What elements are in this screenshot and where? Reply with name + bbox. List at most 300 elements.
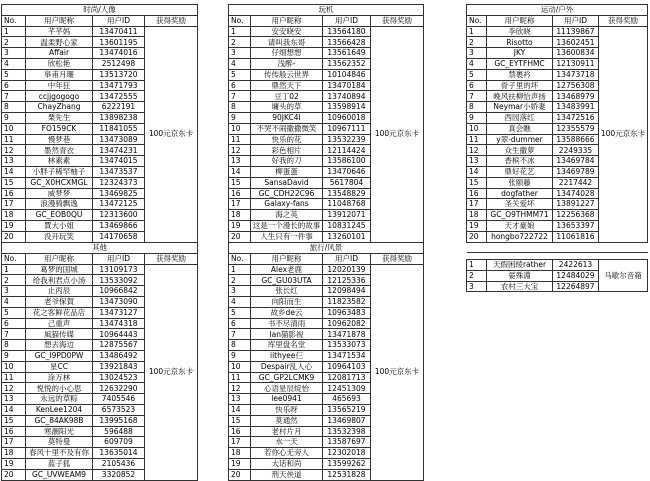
category-table-other — [1, 242, 198, 481]
user-id-cell: 13471793 — [93, 80, 145, 91]
col-header-reward: 获得奖励 — [145, 15, 198, 26]
rank-cell: 11 — [229, 134, 251, 145]
rank-cell: 4 — [2, 296, 26, 307]
nickname-cell: 快乐呀 — [251, 404, 323, 415]
user-id-cell: 10964443 — [93, 329, 145, 340]
user-id-cell: 12451309 — [323, 383, 371, 394]
user-id-cell: 13898238 — [93, 112, 145, 123]
rank-cell: 2 — [467, 37, 487, 48]
rank-cell: 6 — [2, 318, 26, 329]
nickname-cell: 老爷保賀 — [26, 296, 93, 307]
col-header-no: No. — [229, 15, 251, 26]
rank-cell: 19 — [229, 220, 251, 231]
nickname-cell: 传传般云世界 — [251, 69, 323, 80]
rank-cell: 7 — [467, 91, 487, 102]
col-header-no: No. — [229, 253, 251, 264]
table-row — [229, 26, 424, 37]
nickname-cell: 张颐藤 — [487, 177, 553, 188]
nickname-cell: 止丙辰 — [26, 286, 93, 297]
nickname-cell: 悦悦的小心思 — [26, 383, 93, 394]
nickname-cell: iithyee仨 — [251, 350, 323, 361]
nickname-cell: 鼎好花艺 — [487, 166, 553, 177]
table-row — [2, 26, 198, 37]
user-id-cell: 12324373 — [93, 177, 145, 188]
rank-cell: 19 — [2, 220, 26, 231]
rank-cell: 17 — [229, 199, 251, 210]
user-id-cell: 10831245 — [323, 220, 371, 231]
rank-cell: 20 — [2, 231, 26, 242]
user-id-cell: 13474015 — [93, 156, 145, 167]
rank-cell: 5 — [2, 307, 26, 318]
user-id-cell: 12355579 — [553, 123, 599, 134]
rank-cell: 10 — [2, 123, 26, 134]
user-id-cell: 11139867 — [553, 26, 599, 37]
user-id-cell: 12875567 — [93, 340, 145, 351]
user-id-cell: 11823582 — [323, 296, 371, 307]
user-id-cell: 13472516 — [553, 112, 599, 123]
user-id-cell: 13587697 — [323, 437, 371, 448]
table-row — [229, 264, 424, 275]
rank-cell: 20 — [2, 469, 26, 480]
col-header-reward: 获得奖励 — [145, 253, 198, 264]
nickname-cell: 李欣晓 — [487, 26, 553, 37]
nickname-cell: 香槟不冰 — [487, 156, 553, 167]
nickname-cell: 寒潮阳光 — [26, 426, 93, 437]
rank-cell: 19 — [467, 220, 487, 231]
user-id-cell: 13564180 — [323, 26, 371, 37]
nickname-cell: 西园落红 — [487, 112, 553, 123]
rank-cell: 20 — [229, 469, 251, 480]
nickname-cell: 慢梦巷 — [26, 134, 93, 145]
user-id-cell: 11048768 — [323, 199, 371, 210]
col-header-no: No. — [2, 253, 26, 264]
category-table-sports — [466, 4, 648, 243]
user-id-cell: 13635014 — [93, 448, 145, 459]
nickname-cell: 故乡de云 — [251, 307, 323, 318]
rank-cell: 10 — [229, 361, 251, 372]
nickname-cell: lee0941 — [251, 394, 323, 405]
rank-cell: 6 — [229, 318, 251, 329]
rank-cell: 1 — [229, 264, 251, 275]
user-id-cell: 13474318 — [93, 318, 145, 329]
nickname-cell: 鼎然天下 — [251, 80, 323, 91]
rank-cell: 8 — [229, 102, 251, 113]
user-id-cell: 10962082 — [323, 318, 371, 329]
user-id-cell: 12020139 — [323, 264, 371, 275]
nickname-cell: Ian猫影视 — [251, 329, 323, 340]
user-id-cell: 13468979 — [553, 91, 599, 102]
rank-cell: 2 — [2, 275, 26, 286]
nickname-cell: 好我的刀 — [251, 156, 323, 167]
user-id-cell: 10967111 — [323, 123, 371, 134]
nickname-cell: GC_UVWEAM9 — [26, 469, 93, 480]
user-id-cell: 12756308 — [553, 80, 599, 91]
nickname-cell: 莫通然 — [251, 415, 323, 426]
col-header-name: 用户昵称 — [26, 15, 93, 26]
col-header-reward: 获得奖励 — [371, 15, 424, 26]
nickname-cell: SansaDavid — [251, 177, 323, 188]
col-header-name: 用户昵称 — [251, 253, 323, 264]
rank-cell: 18 — [229, 448, 251, 459]
user-id-cell: 13565219 — [323, 404, 371, 415]
user-id-cell: 13469825 — [93, 188, 145, 199]
reward-cell: 100元京东卡 — [371, 26, 424, 242]
nickname-cell: 安安晓安 — [251, 26, 323, 37]
user-id-cell: 596488 — [93, 426, 145, 437]
user-id-cell: 12632290 — [93, 383, 145, 394]
user-id-cell: 13474028 — [553, 188, 599, 199]
rank-cell: 9 — [229, 112, 251, 123]
user-id-cell: 13473090 — [93, 296, 145, 307]
rank-cell: 17 — [2, 199, 26, 210]
user-id-cell: 13471534 — [323, 350, 371, 361]
rank-cell: 6 — [229, 80, 251, 91]
user-id-cell: 5617804 — [323, 177, 371, 188]
user-id-cell: 13260101 — [323, 231, 371, 242]
col-header-id: 用户ID — [553, 15, 599, 26]
nickname-cell: 彩色相片 — [251, 145, 323, 156]
rank-cell: 3 — [2, 48, 26, 59]
reward-cell: 100元京东卡 — [371, 264, 424, 480]
user-id-cell: 2105436 — [93, 458, 145, 469]
col-header-name: 用户昵称 — [487, 15, 553, 26]
header-blank-cell — [599, 253, 648, 260]
nickname-cell: 海之英 — [251, 210, 323, 221]
user-id-cell: 13470184 — [323, 80, 371, 91]
rank-cell: 9 — [2, 350, 26, 361]
nickname-cell: 莫特曼 — [26, 437, 93, 448]
rank-cell: 12 — [467, 145, 487, 156]
nickname-cell: 風猫传媒 — [26, 329, 93, 340]
nickname-cell: 欣松艳 — [26, 58, 93, 69]
rank-cell: 6 — [2, 80, 26, 91]
rank-cell: 16 — [2, 188, 26, 199]
rank-cell: 18 — [2, 210, 26, 221]
nickname-cell: GC_O9THMM71 — [487, 210, 553, 221]
reward-cell: 马歇尔音箱 — [599, 260, 648, 292]
nickname-cell: 芊芊妈 — [26, 26, 93, 37]
rank-cell: 12 — [2, 383, 26, 394]
rank-cell: 1 — [2, 26, 26, 37]
user-id-cell: 13740894 — [323, 91, 371, 102]
nickname-cell: hongbo722722 — [487, 231, 553, 242]
nickname-cell: 栗先生 — [26, 112, 93, 123]
nickname-cell: 永远的草粽 — [26, 394, 93, 405]
user-id-cell: 13598914 — [323, 102, 371, 113]
nickname-cell: 这是一个漫长的故事 — [251, 220, 323, 231]
user-id-cell: 13532239 — [323, 134, 371, 145]
rank-cell: 4 — [229, 58, 251, 69]
nickname-cell: 库里盘名堂 — [251, 340, 323, 351]
rank-cell: 6 — [467, 80, 487, 91]
nickname-cell: GC_GP2LCMK9 — [251, 372, 323, 383]
nickname-cell: 星CC — [26, 361, 93, 372]
user-id-cell: 13561649 — [323, 48, 371, 59]
nickname-cell: 小胖子稀罕柚子 — [26, 166, 93, 177]
user-id-cell: 2422613 — [553, 260, 599, 271]
rank-cell: 4 — [467, 58, 487, 69]
nickname-cell: dogfather — [487, 188, 553, 199]
nickname-cell: 浪漫骑飘逸 — [26, 199, 93, 210]
user-id-cell: 3320852 — [93, 469, 145, 480]
rank-cell: 1 — [2, 264, 26, 275]
rank-cell: 11 — [2, 134, 26, 145]
nickname-cell: 快乐的花 — [251, 134, 323, 145]
table-title: 其他 — [2, 243, 198, 254]
table-row — [2, 264, 198, 275]
user-id-cell: 13024523 — [93, 372, 145, 383]
user-id-cell: 6222191 — [93, 102, 145, 113]
rank-cell: 11 — [2, 372, 26, 383]
user-id-cell: 13483991 — [553, 102, 599, 113]
nickname-cell: 仔细想想 — [251, 48, 323, 59]
user-id-cell: 13469789 — [553, 166, 599, 177]
rank-cell: 12 — [229, 145, 251, 156]
user-id-cell: 13912071 — [323, 210, 371, 221]
header-blank-cell — [467, 253, 487, 260]
rank-cell: 14 — [467, 166, 487, 177]
nickname-cell: 没开玩笑 — [26, 231, 93, 242]
reward-cell: 100元京东卡 — [145, 26, 198, 242]
nickname-cell: 农村三大宝 — [487, 281, 553, 292]
user-id-cell: 13470646 — [323, 166, 371, 177]
rank-cell: 2 — [467, 270, 487, 281]
nickname-cell: 心语星辰绽怡 — [251, 383, 323, 394]
rank-cell: 5 — [229, 307, 251, 318]
col-header-id: 用户ID — [93, 15, 145, 26]
rank-cell: 16 — [229, 426, 251, 437]
rank-cell: 14 — [229, 166, 251, 177]
table-title: 旅行/风景 — [229, 243, 424, 254]
col-header-no: No. — [467, 15, 487, 26]
nickname-cell: 浅醉- — [251, 58, 323, 69]
user-id-cell: 13548829 — [323, 188, 371, 199]
nickname-cell: 老村片月 — [251, 426, 323, 437]
nickname-cell: ccjjgogogo — [26, 91, 93, 102]
user-id-cell: 2512498 — [93, 58, 145, 69]
rank-cell: 16 — [2, 426, 26, 437]
rank-cell: 3 — [467, 48, 487, 59]
rank-cell: 9 — [467, 112, 487, 123]
user-id-cell: 13469784 — [553, 156, 599, 167]
user-id-cell: 11841055 — [93, 123, 145, 134]
rank-cell: 17 — [229, 437, 251, 448]
nickname-cell: 人生只有一件事 — [251, 231, 323, 242]
nickname-cell: Despair乱人心 — [251, 361, 323, 372]
rank-cell: 18 — [229, 210, 251, 221]
col-header-id: 用户ID — [93, 253, 145, 264]
nickname-cell: GC_EOB0QU — [26, 210, 93, 221]
nickname-cell: 蓝子狐 — [26, 458, 93, 469]
nickname-cell: Neymar小娇妻 — [487, 102, 553, 113]
rank-cell: 20 — [467, 231, 487, 242]
nickname-cell: 花之客鲜花品店 — [26, 307, 93, 318]
rank-cell: 9 — [2, 112, 26, 123]
category-table-fashion — [1, 4, 198, 243]
user-id-cell: 13470411 — [93, 26, 145, 37]
user-id-cell: 13532398 — [323, 426, 371, 437]
rank-cell: 13 — [229, 156, 251, 167]
rank-cell: 1 — [467, 26, 487, 37]
nickname-cell: GC_CDH22C96 — [251, 188, 323, 199]
user-id-cell: 13891227 — [553, 199, 599, 210]
rank-cell: 15 — [2, 177, 26, 188]
col-header-id: 用户ID — [323, 253, 371, 264]
nickname-cell: 葛梦的国城 — [26, 264, 93, 275]
category-table-travel — [228, 242, 424, 481]
nickname-cell: 众生撒萝 — [487, 145, 553, 156]
nickname-cell: 90JKC4I — [251, 112, 323, 123]
col-header-name: 用户昵称 — [251, 15, 323, 26]
rank-cell: 5 — [2, 69, 26, 80]
nickname-cell: ChayZhang — [26, 102, 93, 113]
user-id-cell: 12531828 — [323, 469, 371, 480]
nickname-cell: 墉头的草 — [251, 102, 323, 113]
nickname-cell: 给我利君点小汤 — [26, 275, 93, 286]
user-id-cell: 6573523 — [93, 404, 145, 415]
user-id-cell: 13601195 — [93, 37, 145, 48]
rank-cell: 12 — [2, 145, 26, 156]
rank-cell: 13 — [229, 394, 251, 405]
nickname-cell: JKY — [487, 48, 553, 59]
rank-cell: 15 — [229, 415, 251, 426]
user-id-cell: 13586100 — [323, 156, 371, 167]
user-id-cell: 13474231 — [93, 145, 145, 156]
rank-cell: 13 — [467, 156, 487, 167]
rank-cell: 4 — [229, 296, 251, 307]
user-id-cell: 2249335 — [553, 145, 599, 156]
nickname-cell: 豆丁02 — [251, 91, 323, 102]
user-id-cell: 13472555 — [93, 91, 145, 102]
rank-cell: 2 — [2, 37, 26, 48]
user-id-cell: 13566428 — [323, 37, 371, 48]
user-id-cell: 13469807 — [323, 415, 371, 426]
user-id-cell: 10964103 — [323, 361, 371, 372]
rank-cell: 7 — [2, 329, 26, 340]
nickname-cell: GC_I9PD0PW — [26, 350, 93, 361]
nickname-cell: 己重声 — [26, 318, 93, 329]
rank-cell: 9 — [229, 350, 251, 361]
nickname-cell: 骨子里的坏 — [487, 80, 553, 91]
rank-cell: 4 — [2, 58, 26, 69]
nickname-cell: GC_X0HCXMGL — [26, 177, 93, 188]
nickname-cell: 天才豪娘 — [487, 220, 553, 231]
nickname-cell: 墨然青衣 — [26, 145, 93, 156]
nickname-cell: 皋甫月珊 — [26, 69, 93, 80]
table-title: 运动/户外 — [467, 5, 648, 16]
table-row — [467, 260, 648, 271]
nickname-cell: 大话和尚 — [251, 458, 323, 469]
rank-cell: 5 — [229, 69, 251, 80]
rank-cell: 8 — [2, 102, 26, 113]
col-header-reward: 获得奖励 — [371, 253, 424, 264]
rank-cell: 3 — [229, 48, 251, 59]
user-id-cell: 13473718 — [553, 69, 599, 80]
table-row — [467, 26, 648, 37]
nickname-cell: 刑天侠道 — [251, 469, 323, 480]
user-id-cell: 13473127 — [93, 307, 145, 318]
nickname-cell: 张长红 — [251, 286, 323, 297]
rank-cell: 8 — [2, 340, 26, 351]
nickname-cell: 若你心无旁人 — [251, 448, 323, 459]
user-id-cell: 12256368 — [553, 210, 599, 221]
user-id-cell: 13513720 — [93, 69, 145, 80]
reward-cell: 100元京东卡 — [145, 264, 198, 480]
reward-cell: 100元京东卡 — [599, 26, 648, 242]
nickname-cell: 书不尽清雨 — [251, 318, 323, 329]
col-header-no: No. — [2, 15, 26, 26]
user-id-cell: 12098494 — [323, 286, 371, 297]
nickname-cell: Affair — [26, 48, 93, 59]
user-id-cell: 13995168 — [93, 415, 145, 426]
nickname-cell: 想去海边 — [26, 340, 93, 351]
rank-cell: 3 — [229, 286, 251, 297]
nickname-cell: y翠-dummer — [487, 134, 553, 145]
user-id-cell: 13599262 — [323, 458, 371, 469]
nickname-cell: Alex老鹿 — [251, 264, 323, 275]
nickname-cell: 春风十里不及有你 — [26, 448, 93, 459]
user-id-cell: 13602451 — [553, 37, 599, 48]
rank-cell: 10 — [229, 123, 251, 134]
user-id-cell: 13921843 — [93, 361, 145, 372]
user-id-cell: 12130911 — [553, 58, 599, 69]
user-id-cell: 13588666 — [553, 134, 599, 145]
nickname-cell: Galaxy-fans — [251, 199, 323, 210]
nickname-cell: GC_EYTFHMC — [487, 58, 553, 69]
rank-cell: 15 — [229, 177, 251, 188]
rank-cell: 14 — [2, 166, 26, 177]
rank-cell: 2 — [229, 275, 251, 286]
user-id-cell: 13562352 — [323, 58, 371, 69]
user-id-cell: 13533073 — [323, 340, 371, 351]
user-id-cell: 609709 — [93, 437, 145, 448]
user-id-cell: 13533092 — [93, 275, 145, 286]
rank-cell: 16 — [229, 188, 251, 199]
rank-cell: 18 — [2, 448, 26, 459]
header-blank-cell — [553, 253, 599, 260]
rank-cell: 11 — [467, 134, 487, 145]
rank-cell: 16 — [467, 188, 487, 199]
col-header-name: 用户昵称 — [26, 253, 93, 264]
nickname-cell: Risotto — [487, 37, 553, 48]
nickname-cell: 涂万林 — [26, 372, 93, 383]
rank-cell: 7 — [229, 329, 251, 340]
user-id-cell: 13109173 — [93, 264, 145, 275]
user-id-cell: 12264897 — [553, 281, 599, 292]
rank-cell: 13 — [2, 156, 26, 167]
rank-cell: 7 — [229, 91, 251, 102]
nickname-cell: GC_GU03UTA — [251, 275, 323, 286]
nickname-cell: GC_84AK98B — [26, 415, 93, 426]
nickname-cell: FO159CK — [26, 123, 93, 134]
rank-cell: 8 — [229, 340, 251, 351]
nickname-cell: 威梦梦 — [26, 188, 93, 199]
user-id-cell: 12313600 — [93, 210, 145, 221]
user-id-cell: 14170658 — [93, 231, 145, 242]
user-id-cell: 10960018 — [323, 112, 371, 123]
nickname-cell: 圣关爱坏 — [487, 199, 553, 210]
rank-cell: 17 — [467, 199, 487, 210]
user-id-cell: 10966842 — [93, 286, 145, 297]
nickname-cell: 向阳而生 — [251, 296, 323, 307]
user-id-cell: 7405546 — [93, 394, 145, 405]
nickname-cell: 賈大小姐 — [26, 220, 93, 231]
rank-cell: 19 — [2, 458, 26, 469]
user-id-cell: 12125336 — [323, 275, 371, 286]
nickname-cell: 林素素 — [26, 156, 93, 167]
rank-cell: 11 — [229, 372, 251, 383]
nickname-cell: 温柔野心家 — [26, 37, 93, 48]
